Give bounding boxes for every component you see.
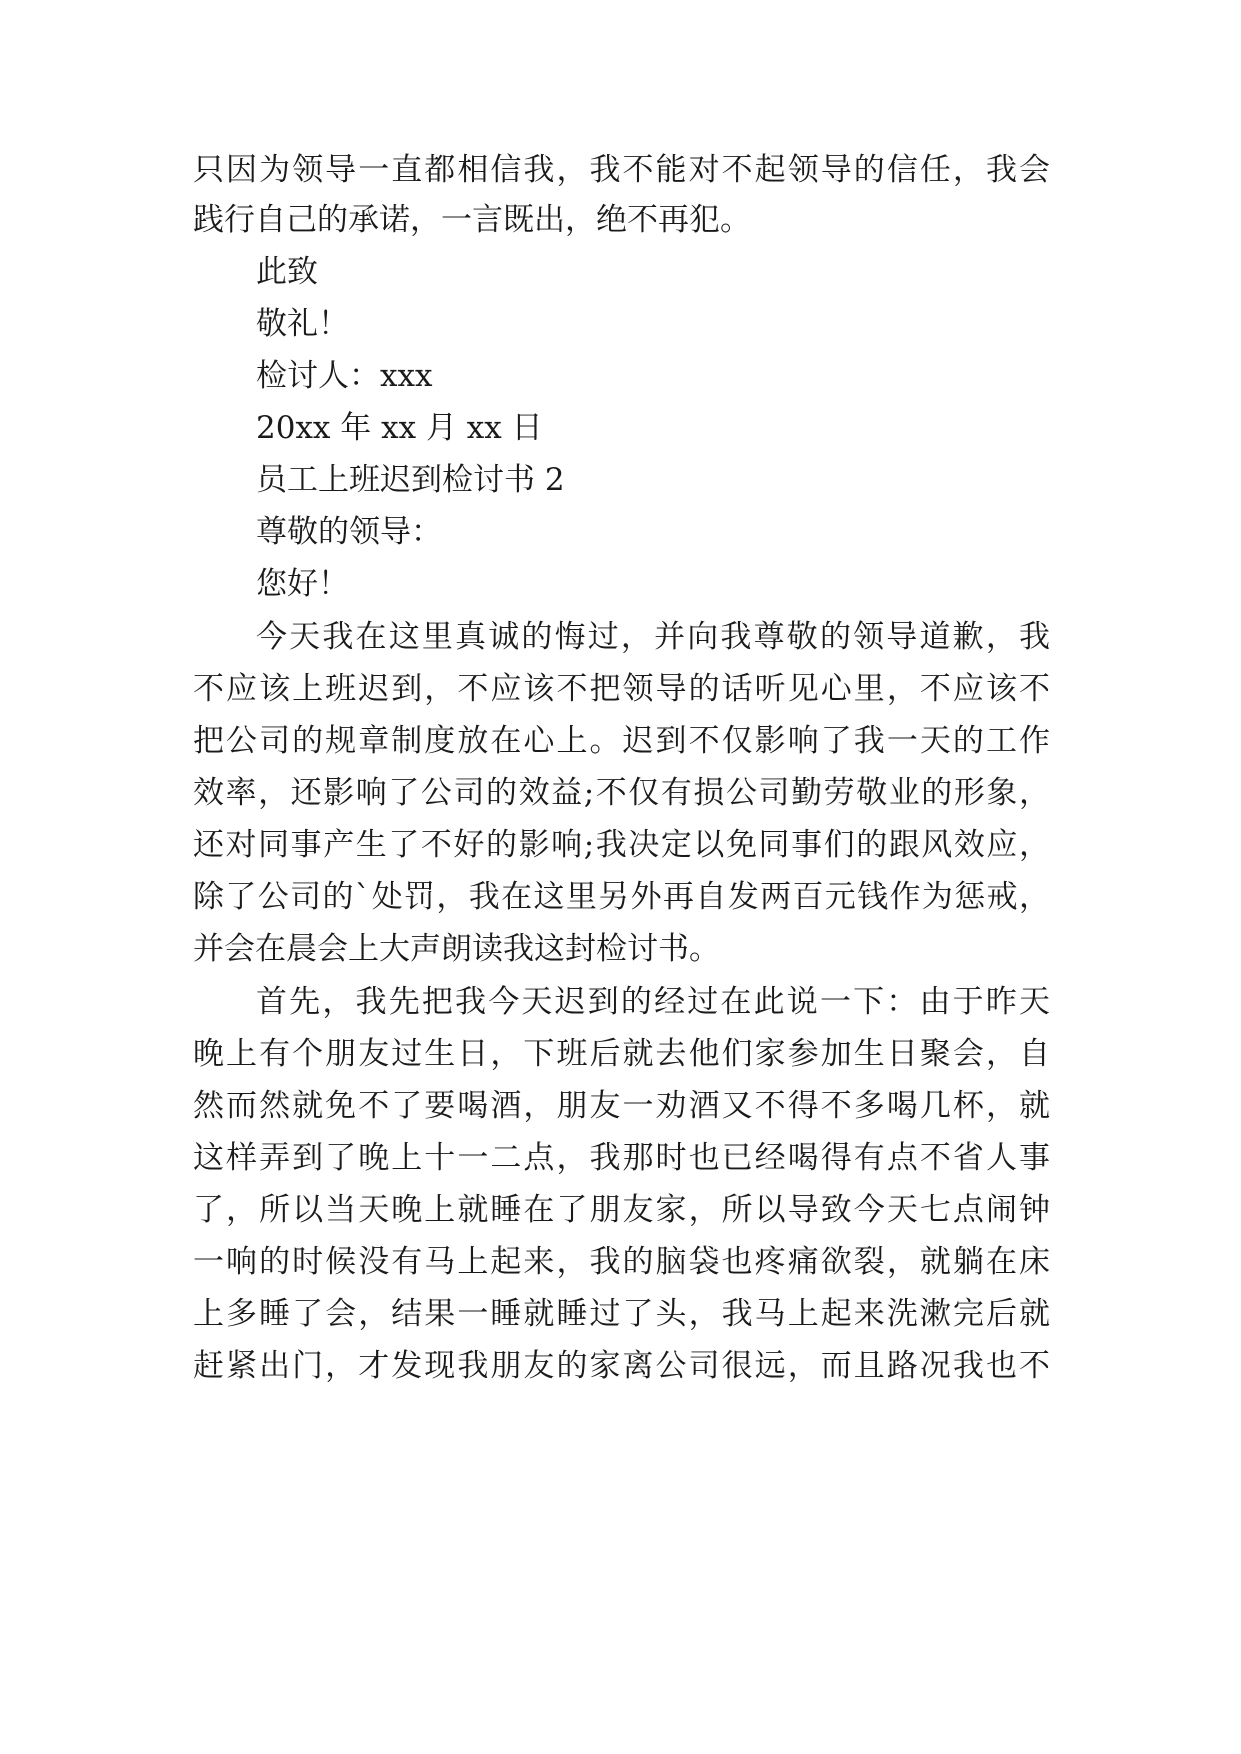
paragraph-line: 了，所以当天晚上就睡在了朋友家，所以导致今天七点闹钟 — [193, 1192, 1050, 1228]
body-text-line: 只因为领导一直都相信我，我不能对不起领导的信任，我会 — [193, 152, 1050, 188]
paragraph-line: 效率，还影响了公司的效益;不仅有损公司勤劳敬业的形象， — [193, 775, 1050, 811]
paragraph-line: 今天我在这里真诚的悔过，并向我尊敬的领导道歉，我 — [256, 619, 1050, 655]
paragraph-line: 除了公司的`处罚，我在这里另外再自发两百元钱作为惩戒， — [193, 879, 1050, 915]
paragraph-line: 并会在晨会上大声朗读我这封检讨书。 — [193, 931, 720, 967]
signer-line: 检讨人：xxx — [256, 358, 433, 394]
paragraph-line: 赶紧出门，才发现我朋友的家离公司很远，而且路况我也不 — [193, 1348, 1050, 1384]
paragraph-line: 这样弄到了晚上十一二点，我那时也已经喝得有点不省人事 — [193, 1140, 1050, 1176]
hello-line: 您好！ — [256, 566, 349, 602]
date-line: 20xx 年 xx 月 xx 日 — [256, 410, 543, 446]
paragraph-line: 晚上有个朋友过生日，下班后就去他们家参加生日聚会，自 — [193, 1036, 1050, 1072]
paragraph-line: 还对同事产生了不好的影响;我决定以免同事们的跟风效应， — [193, 827, 1050, 863]
paragraph-line: 把公司的规章制度放在心上。迟到不仅影响了我一天的工作 — [193, 723, 1050, 759]
closing-regards: 敬礼！ — [256, 306, 349, 342]
greeting-line: 尊敬的领导： — [256, 514, 442, 550]
paragraph-line: 一响的时候没有马上起来，我的脑袋也疼痛欲裂，就躺在床 — [193, 1244, 1050, 1280]
paragraph-line: 上多睡了会，结果一睡就睡过了头，我马上起来洗漱完后就 — [193, 1296, 1050, 1332]
paragraph-line: 不应该上班迟到，不应该不把领导的话听见心里，不应该不 — [193, 671, 1050, 707]
section-title: 员工上班迟到检讨书 2 — [256, 462, 565, 498]
closing-salutation: 此致 — [256, 254, 318, 290]
body-text-line: 践行自己的承诺，一言既出，绝不再犯。 — [193, 202, 751, 238]
paragraph-line: 然而然就免不了要喝酒，朋友一劝酒又不得不多喝几杯，就 — [193, 1088, 1050, 1124]
paragraph-line: 首先，我先把我今天迟到的经过在此说一下：由于昨天 — [256, 984, 1050, 1020]
